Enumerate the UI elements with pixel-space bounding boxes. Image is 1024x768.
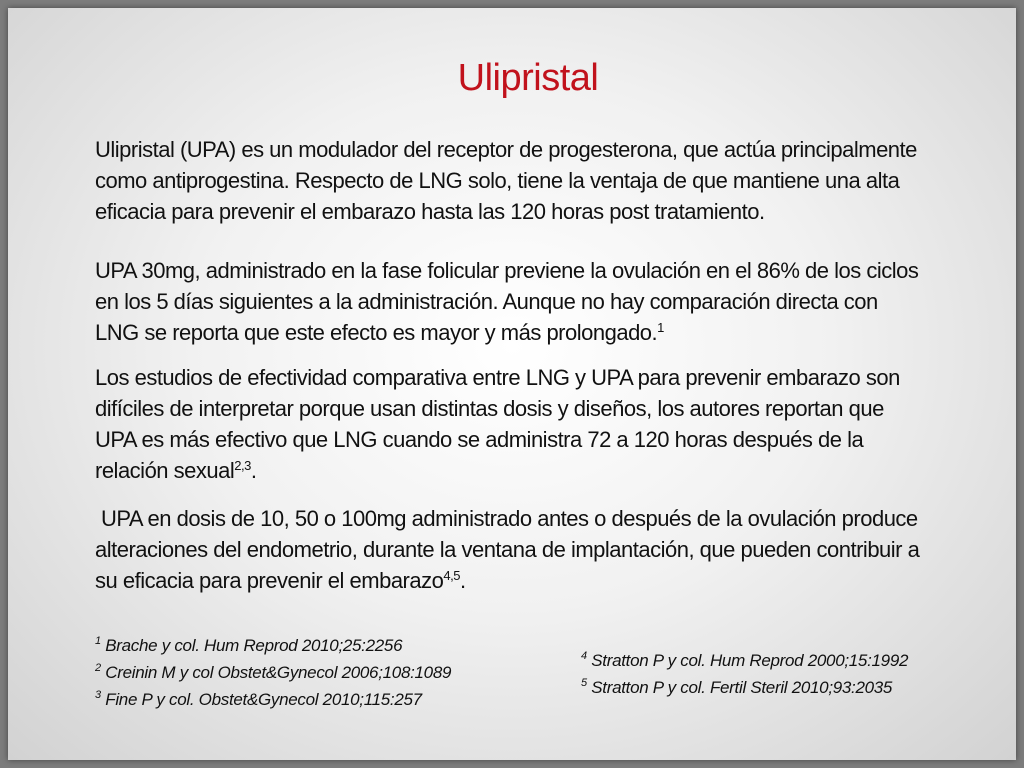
reference-item bbox=[581, 647, 908, 674]
paragraph-line bbox=[95, 317, 945, 348]
reference-item bbox=[95, 659, 451, 686]
reference-number: 2 bbox=[95, 662, 101, 674]
paragraph-end: . bbox=[250, 458, 257, 483]
reference-number: 3 bbox=[95, 689, 101, 701]
paragraph-line: UPA 30mg, administrado en la fase folicular previene la ovulación en el 86% de los ciclos bbox=[95, 258, 919, 283]
paragraph-line: Ulipristal (UPA) es un modulador del receptor de progesterona, que actúa principalmente bbox=[95, 137, 917, 162]
reference-item bbox=[95, 686, 451, 713]
paragraph-end: . bbox=[459, 568, 466, 593]
reference-number: 5 bbox=[581, 677, 587, 689]
paragraph-line: Los estudios de efectividad comparativa entre LNG y UPA para prevenir embarazo son bbox=[95, 365, 900, 390]
paragraph-upa-ovulation bbox=[95, 255, 945, 348]
paragraph-line bbox=[95, 455, 945, 486]
paragraph-line: alteraciones del endometrio, durante la ventana de implantación, que pueden contribuir a bbox=[95, 537, 920, 562]
citation-superscript: 1 bbox=[657, 320, 664, 335]
paragraph-line: eficacia para prevenir el embarazo hasta las 120 horas post tratamiento. bbox=[95, 199, 765, 224]
reference-text: Fine P y col. Obstet&Gynecol 2010;115:257 bbox=[100, 690, 422, 709]
paragraph-line bbox=[95, 565, 945, 596]
paragraph-line: en los 5 días siguientes a la administración. Aunque no hay comparación directa con bbox=[95, 289, 878, 314]
paragraph-line: UPA es más efectivo que LNG cuando se administra 72 a 120 horas después de la bbox=[95, 427, 864, 452]
reference-item bbox=[581, 674, 908, 701]
reference-text: Stratton P y col. Fertil Steril 2010;93:2035 bbox=[586, 678, 893, 697]
slide-title: Ulipristal bbox=[457, 57, 599, 99]
reference-number: 1 bbox=[95, 635, 101, 647]
references-left bbox=[95, 632, 451, 713]
paragraph-line: difíciles de interpretar porque usan distintas dosis y diseños, los autores reportan que bbox=[95, 396, 884, 421]
paragraph-line-text: su eficacia para prevenir el embarazo bbox=[95, 568, 444, 593]
reference-text: Creinin M y col Obstet&Gynecol 2006;108:1089 bbox=[100, 663, 452, 682]
citation-superscript: 4,5 bbox=[443, 568, 460, 583]
reference-number: 4 bbox=[581, 650, 587, 662]
references-right bbox=[581, 647, 908, 701]
paragraph-line: UPA en dosis de 10, 50 o 100mg administrado antes o después de la ovulación produce bbox=[101, 506, 918, 531]
paragraph-line-text: LNG se reporta que este efecto es mayor y más prolongado. bbox=[95, 320, 658, 345]
paragraph-line-text: relación sexual bbox=[95, 458, 235, 483]
reference-item bbox=[95, 632, 451, 659]
paragraph-endometrium bbox=[95, 503, 945, 596]
paragraph-comparative-studies bbox=[95, 362, 945, 486]
paragraph-upa-definition bbox=[95, 134, 945, 227]
paragraph-line: como antiprogestina. Respecto de LNG solo, tiene la ventaja de que mantiene una alta bbox=[95, 168, 900, 193]
reference-text: Stratton P y col. Hum Reprod 2000;15:1992 bbox=[586, 651, 909, 670]
slide bbox=[8, 8, 1016, 760]
citation-superscript: 2,3 bbox=[234, 458, 251, 473]
reference-text: Brache y col. Hum Reprod 2010;25:2256 bbox=[100, 636, 403, 655]
